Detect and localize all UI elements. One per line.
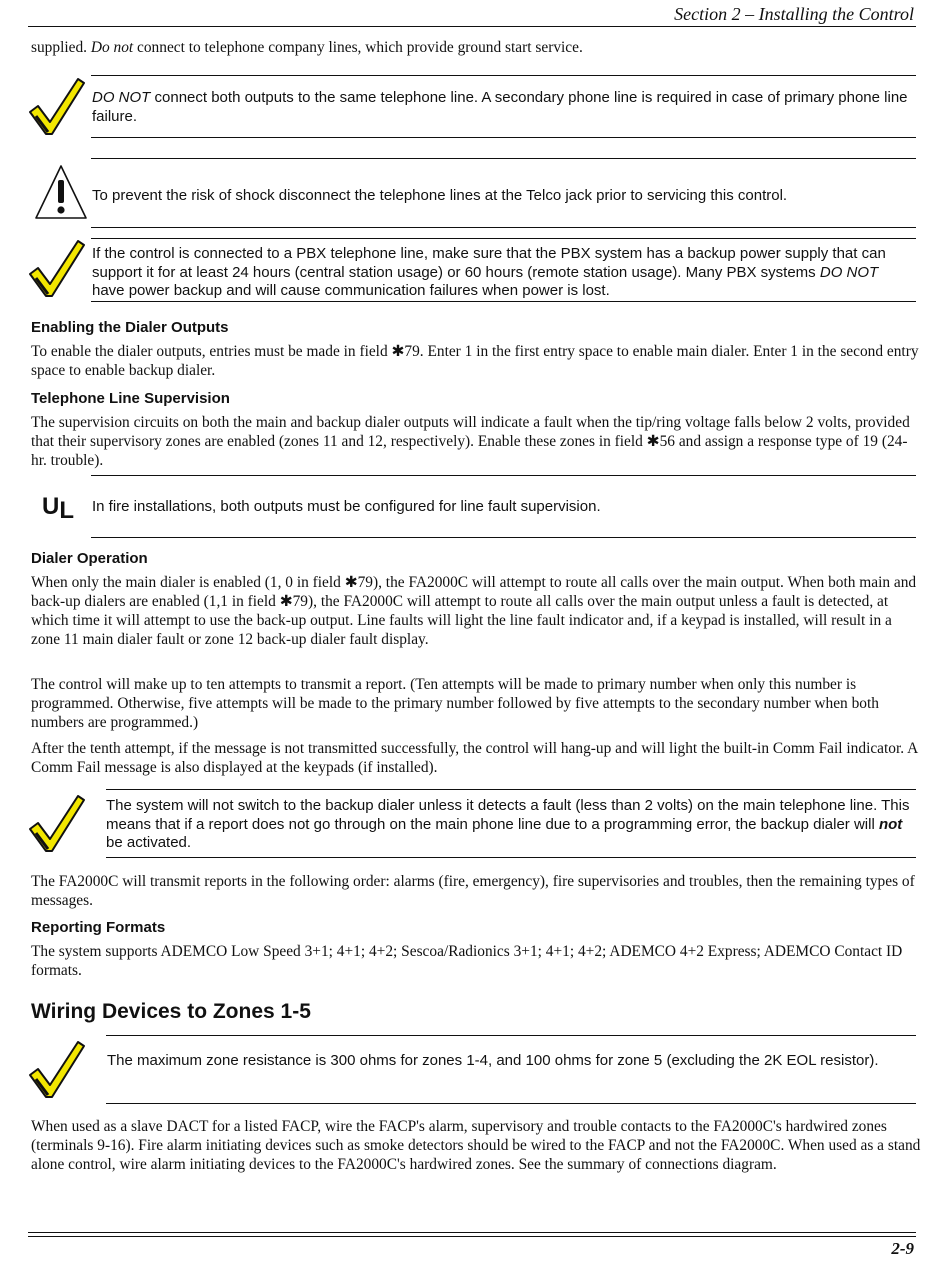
footer-rule bbox=[28, 1232, 916, 1233]
note3-emph: not bbox=[878, 815, 903, 833]
checkmark-icon bbox=[28, 76, 86, 138]
note3-pre: The system will not switch to the backup dialer unless it detects a fault (less than 2 volts) on the main telephone line. This means that if a report does not go through on the main phone line due to a programming error, the backup dialer will bbox=[106, 797, 910, 833]
note2-rule-bottom bbox=[91, 301, 916, 302]
warning-shock-text: To prevent the risk of shock disconnect the telephone lines at the Telco jack prior to servicing this control. bbox=[92, 187, 788, 204]
header-rule bbox=[28, 26, 916, 27]
report-order-paragraph: The FA2000C will transmit reports in the following order: alarms (fire, emergency), fire supervisories and troubles, then the remaining types of messages. bbox=[31, 873, 915, 909]
heading-dialer-operation: Dialer Operation bbox=[31, 550, 148, 567]
checkmark-icon bbox=[28, 238, 86, 300]
checkmark-icon bbox=[28, 1039, 86, 1101]
heading-wiring-devices: Wiring Devices to Zones 1-5 bbox=[31, 1000, 311, 1023]
wiring-body: When used as a slave DACT for a listed FACP, wire the FACP's alarm, supervisory and trouble contacts to the FA2000C's hardwired zones (terminals 9-16). Fire alarm initiating devices such as smoke detectors should be wired to the FACP and not the FA2000C. When used as a stand alone control, wire alarm initiating devices to the FA2000C's hardwired zones. See the summary of connections diagram. bbox=[31, 1118, 921, 1173]
heading-reporting-formats: Reporting Formats bbox=[31, 919, 166, 936]
page-number: 2-9 bbox=[891, 1239, 914, 1258]
note-same-line bbox=[92, 89, 910, 126]
dialer-operation-p2: The control will make up to ten attempts to transmit a report. (Ten attempts will be made to primary number when only this number is programmed. Otherwise, five attempts will be made to the primary number followed by five attempts to the secondary number when both numbers are programmed.) bbox=[31, 676, 879, 731]
dialer-operation-p1: When only the main dialer is enabled (1, 0 in field ✱79), the FA2000C will attempt to route all calls over the main output. When both main and back-up dialers are enabled (1,1 in field ✱79), the FA2000C will attempt to route all calls over the main output unless a fault is detected, at which time it will attempt to use the back-up output. Line faults will light the line fault indicator and, if a keypad is installed, will result in a zone 11 main dialer fault or zone 12 back-up dialer fault display. bbox=[31, 574, 917, 648]
section-header: Section 2 – Installing the Control bbox=[674, 4, 914, 24]
note2-pre: If the control is connected to a PBX telephone line, make sure that the PBX system has a backup power supply that can support it for at least 24 hours (central station usage) or 60 hours (remote station usage). Many PBX systems bbox=[92, 245, 886, 281]
enabling-body: To enable the dialer outputs, entries must be made in field ✱79. Enter 1 in the first entry space to enable main dialer. Enter 1 in the second entry space to enable backup dialer. bbox=[31, 343, 919, 379]
note3-rule-top bbox=[106, 789, 916, 790]
note-rule-top bbox=[91, 75, 916, 76]
ul-rule-top bbox=[91, 475, 916, 476]
wiring-resistance-note: The maximum zone resistance is 300 ohms for zones 1-4, and 100 ohms for zone 5 (excluding the 2K EOL resistor). bbox=[107, 1052, 879, 1069]
wiring-rule-bottom bbox=[106, 1103, 916, 1104]
note2-post: have power backup and will cause communication failures when power is lost. bbox=[92, 282, 610, 299]
warning-rule-top bbox=[91, 158, 916, 159]
ul-logo-u: U bbox=[42, 493, 60, 520]
ul-logo-l: L bbox=[59, 497, 75, 524]
warning-rule-bottom bbox=[91, 227, 916, 228]
warning-triangle-icon bbox=[33, 163, 89, 221]
note3-rule-bottom bbox=[106, 857, 916, 858]
note-backup-dialer bbox=[106, 797, 910, 853]
intro-rest: connect to telephone company lines, which provide ground start service. bbox=[133, 39, 583, 56]
checkmark-icon bbox=[28, 793, 86, 855]
heading-enabling-dialer: Enabling the Dialer Outputs bbox=[31, 319, 229, 336]
note2-rule-top bbox=[91, 238, 916, 239]
note-pbx bbox=[92, 245, 910, 301]
intro-lead: supplied. bbox=[31, 39, 91, 56]
dialer-operation-p3: After the tenth attempt, if the message is not transmitted successfully, the control will hang-up and will light the built-in Comm Fail indicator. A Comm Fail message is also displayed at the keypads (if installed). bbox=[31, 740, 918, 776]
supervision-body: The supervision circuits on both the main and backup dialer outputs will indicate a fault when the tip/ring voltage falls below 2 volts, provided that their supervisory zones are enabled (zones 11 and 12, respectively). Enable these zones in field ✱56 and assign a response type of 19 (24-hr. trouble). bbox=[31, 414, 910, 469]
ul-rule-bottom bbox=[91, 537, 916, 538]
heading-line-supervision: Telephone Line Supervision bbox=[31, 390, 230, 407]
note2-emph: DO NOT bbox=[819, 263, 879, 281]
wiring-rule-top bbox=[106, 1035, 916, 1036]
note-rule-bottom bbox=[91, 137, 916, 138]
note1-text: connect both outputs to the same telephone line. A secondary phone line is required in case of primary phone line failure. bbox=[92, 89, 908, 125]
note3-post: be activated. bbox=[106, 834, 192, 851]
ul-note-text: In fire installations, both outputs must be configured for line fault supervision. bbox=[92, 498, 601, 515]
reporting-body: The system supports ADEMCO Low Speed 3+1; 4+1; 4+2; Sescoa/Radionics 3+1; 4+1; 4+2; ADEMCO 4+2 Express; ADEMCO Contact ID formats. bbox=[31, 943, 903, 979]
intro-paragraph bbox=[31, 38, 921, 57]
intro-emph: Do not bbox=[90, 39, 134, 56]
note1-emph: DO NOT bbox=[92, 89, 151, 106]
footer-rule bbox=[28, 1236, 916, 1237]
ul-logo bbox=[42, 493, 75, 524]
